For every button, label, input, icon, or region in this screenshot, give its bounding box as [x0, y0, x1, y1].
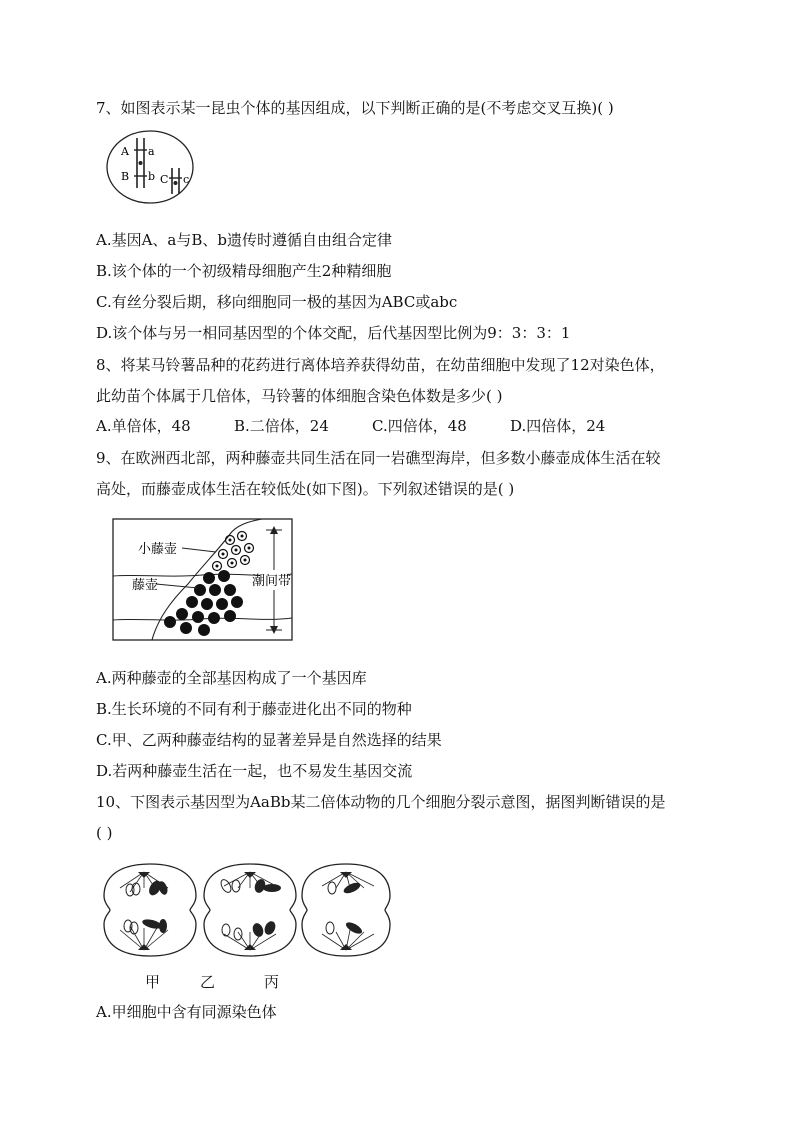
cell-label-bing: 丙	[264, 973, 280, 991]
q7-option-b: B.该个体的一个初级精母细胞产生2种精细胞	[96, 262, 392, 280]
q7-chromosome-figure	[104, 128, 196, 206]
q8-stem-line1: 8、将某马铃薯品种的花药进行离体培养获得幼苗，在幼苗细胞中发现了12对染色体，	[96, 356, 665, 374]
q7-option-c: C.有丝分裂后期，移向细胞同一极的基因为ABC或abc	[96, 293, 458, 311]
cell-jia	[104, 864, 196, 956]
cell-label-yi: 乙	[200, 973, 216, 991]
q9-option-d: D.若两种藤壶生活在一起，也不易发生基因交流	[96, 762, 413, 780]
q9-option-b: B.生长环境的不同有利于藤壶进化出不同的物种	[96, 700, 412, 718]
label-small-barnacle: 小藤壶	[138, 542, 178, 557]
q9-option-c: C.甲、乙两种藤壶结构的显著差异是自然选择的结果	[96, 731, 442, 749]
q8-stem-line2: 此幼苗个体属于几倍体，马铃薯的体细胞含染色体数是多少( )	[96, 387, 503, 405]
q9-stem-line2: 高处，而藤壶成体生活在较低处(如下图)。下列叙述错误的是( )	[96, 480, 515, 498]
q8-option-b: B.二倍体，24	[234, 417, 329, 435]
q9-stem-line1: 9、在欧洲西北部，两种藤壶共同生活在同一岩礁型海岸，但多数小藤壶成体生活在较	[96, 449, 661, 467]
gene-label-b: b	[148, 170, 156, 183]
cell-bing	[302, 864, 390, 956]
cell-label-jia: 甲	[145, 973, 161, 991]
gene-label-C: C	[160, 173, 169, 186]
q8-option-a: A.单倍体，48	[96, 417, 191, 435]
q8-option-c: C.四倍体，48	[372, 417, 467, 435]
q10-stem-line1: 10、下图表示基因型为AaBb某二倍体动物的几个细胞分裂示意图，据图判断错误的是	[96, 793, 666, 811]
label-intertidal-zone: 潮间带	[252, 574, 292, 589]
q8-option-d: D.四倍体，24	[510, 417, 606, 435]
q10-option-a: A.甲细胞中含有同源染色体	[96, 1003, 277, 1021]
q10-cell-division-figure	[100, 858, 395, 962]
q9-option-a: A.两种藤壶的全部基因构成了一个基因库	[96, 669, 367, 687]
gene-label-a: a	[148, 145, 155, 158]
q7-stem: 7、如图表示某一昆虫个体的基因组成，以下判断正确的是(不考虑交叉互换)( )	[96, 99, 614, 117]
gene-label-B: B	[121, 170, 130, 183]
gene-label-c: c	[183, 173, 190, 186]
q7-option-d: D.该个体与另一相同基因型的个体交配，后代基因型比例为9：3：3：1	[96, 324, 571, 342]
gene-label-A: A	[121, 145, 129, 158]
q9-barnacle-figure	[112, 518, 294, 642]
q7-option-a: A.基因A、a与B、b遗传时遵循自由组合定律	[96, 231, 393, 249]
q10-stem-line2: ( )	[96, 824, 113, 842]
label-barnacle: 藤壶	[132, 578, 159, 593]
cell-yi	[204, 864, 296, 956]
